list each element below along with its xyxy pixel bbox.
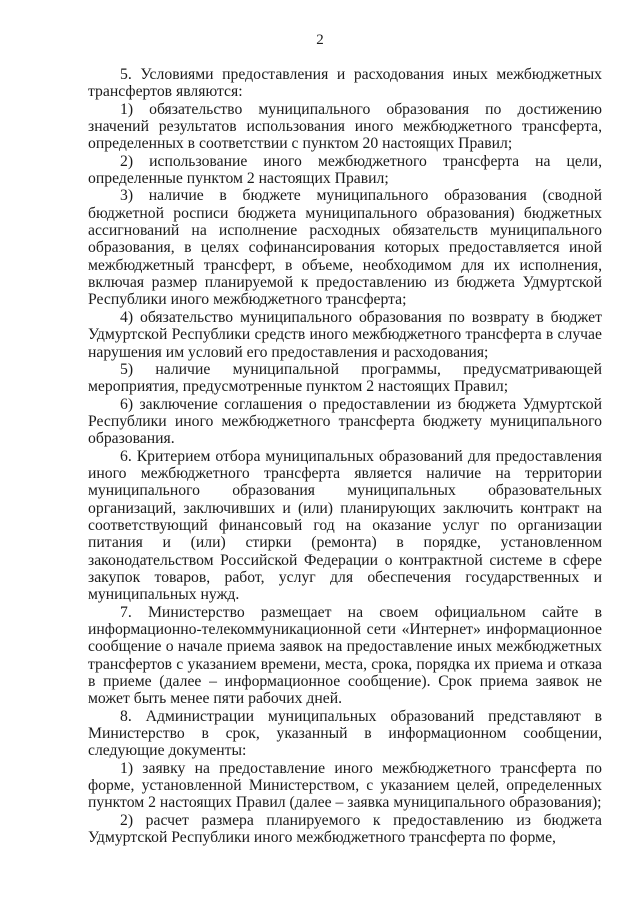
- page-number: 2: [316, 32, 324, 48]
- paragraph-5-item-3: 3) наличие в бюджете муниципального образования (сводной бюджетной росписи бюджета муниципального образования) бюджетных ассигнований на исполнение расходных обязательств муниципального образования, в целях софинансирования которых предоставляется иной межбюджетный трансферт, в объеме, необходимом для их исполнения, включая размер планируемой к предоставлению из бюджета Удмуртской Республики иного межбюджетного трансферта;: [88, 187, 602, 309]
- paragraph-8-item-2: 2) расчет размера планируемого к предоставлению из бюджета Удмуртской Республики иного межбюджетного трансферта по форме,: [88, 811, 602, 847]
- document-body: [88, 66, 602, 846]
- paragraph-6: 6. Критерием отбора муниципальных образований для предоставления иного межбюджетного трансферта является наличие на территории муниципального образования муниципальных образовательных организаций, заключивших и (или) планирующих заключить контракт на соответствующий финансовый год на оказание услуг по организации питания и (или) стирки (ремонта) в порядке, установленном законодательством Российской Федерации о контрактной системе в сфере закупок товаров, работ, услуг для обеспечения государственных и муниципальных нужд.: [88, 447, 602, 604]
- paragraph-5-item-5: 5) наличие муниципальной программы, предусматривающей мероприятия, предусмотренные пунктом 2 настоящих Правил;: [88, 360, 602, 396]
- paragraph-5-item-6: 6) заключение соглашения о предоставлении из бюджета Удмуртской Республики иного межбюджетного трансферта бюджету муниципального образования.: [88, 395, 602, 448]
- paragraph-5-item-4: 4) обязательство муниципального образования по возврату в бюджет Удмуртской Республики средств иного межбюджетного трансферта в случае нарушения им условий его предоставления и расходования;: [88, 308, 602, 361]
- paragraph-7: 7. Министерство размещает на своем официальном сайте в информационно-телекоммуникационной сети «Интернет» информационное сообщение о начале приема заявок на предоставление иных межбюджетных трансфертов с указанием времени, места, срока, порядка их приема и отказа в приеме (далее – информационное сообщение). Срок приема заявок не может быть менее пяти рабочих дней.: [88, 603, 602, 708]
- paragraph-8-item-1: 1) заявку на предоставление иного межбюджетного трансферта по форме, установленной Министерством, с указанием целей, определенных пунктом 2 настоящих Правил (далее – заявка муниципального образования);: [88, 759, 602, 812]
- paragraph-5-item-2: 2) использование иного межбюджетного трансферта на цели, определенные пунктом 2 настоящих Правил;: [88, 152, 602, 188]
- paragraph-5-heading: 5. Условиями предоставления и расходования иных межбюджетных трансфертов являются:: [88, 66, 602, 101]
- paragraph-5-item-1: 1) обязательство муниципального образования по достижению значений результатов использования иного межбюджетного трансферта, определенных в соответствии с пунктом 20 настоящих Правил;: [88, 100, 602, 153]
- paragraph-8-heading: 8. Администрации муниципальных образований представляют в Министерство в срок, указанный в информационном сообщении, следующие документы:: [88, 707, 602, 760]
